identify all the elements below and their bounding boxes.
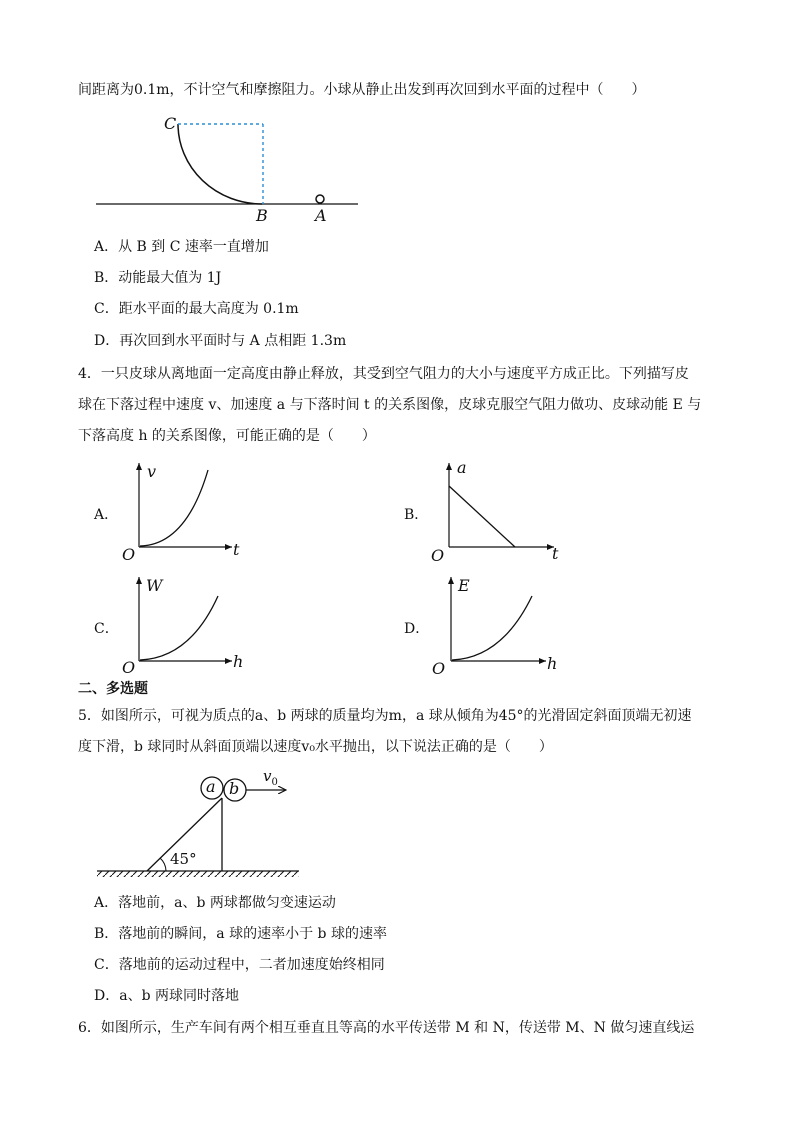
graph-a-x-label: t (233, 540, 240, 559)
graph-d-x-label: h (547, 654, 558, 673)
graph-b-origin-label: O (431, 546, 445, 565)
velocity-label (263, 766, 278, 793)
q3-option-c: C．距水平面的最大高度为 0.1m (94, 301, 299, 317)
graph-c-origin-label: O (122, 658, 136, 677)
velocity-subscript: 0 (271, 777, 278, 788)
q3-option-a: A．从 B 到 C 速率一直增加 (94, 239, 269, 255)
point-b-label: B (256, 206, 268, 225)
q5-option-c: C．落地前的运动过程中，二者加速度始终相同 (94, 957, 385, 973)
q4-line-2: 球在下落过程中速度 v、加速度 a 与下落时间 t 的关系图像，皮球克服空气阻力做功、皮球动能 E 与 (78, 397, 702, 413)
point-a-label: A (315, 206, 327, 225)
q5-option-b: B．落地前的瞬间，a 球的速率小于 b 球的速率 (94, 926, 387, 942)
velocity-symbol: v (263, 767, 272, 785)
q5-option-d: D．a、b 两球同时落地 (94, 988, 239, 1004)
angle-arc (160, 858, 166, 871)
point-c-label: C (164, 114, 177, 133)
ball-a-label: a (206, 777, 216, 796)
graph-b-option-label: B． (404, 507, 429, 523)
q4-line-1: 4．一只皮球从离地面一定高度由静止释放，其受到空气阻力的大小与速度平方成正比。下列描写皮 (78, 366, 689, 382)
q5-line-2: 度下滑，b 球同时从斜面顶端以速度v₀水平抛出，以下说法正确的是（ ） (78, 739, 553, 755)
graph-a-option-label: A． (94, 507, 119, 523)
q3-continuation-text: 间距离为0.1m，不计空气和摩擦阻力。小球从静止出发到再次回到水平面的过程中（ ） (78, 82, 646, 98)
graph-d-y-label: E (458, 576, 470, 595)
graph-b-x-label: t (552, 544, 559, 563)
angle-label: 45° (170, 850, 197, 868)
q5-option-a: A．落地前，a、b 两球都做匀变速运动 (94, 895, 336, 911)
q3-option-d: D．再次回到水平面时与 A 点相距 1.3m (94, 333, 347, 349)
section-title: 二、多选题 (78, 681, 148, 697)
q3-option-b: B．动能最大值为 1J (94, 270, 222, 286)
ground-hatch (97, 871, 299, 877)
q6-line-1: 6．如图所示，生产车间有两个相互垂直且等高的水平传送带 M 和 N，传送带 M、N 做匀速直线运 (78, 1020, 695, 1036)
graph-d-origin-label: O (432, 659, 446, 678)
ball-b-label: b (229, 779, 240, 798)
graph-c-option-label: C． (94, 621, 119, 637)
graph-a-y-label: v (147, 462, 157, 481)
graph-d-option-label: D． (404, 621, 430, 637)
q5-line-1: 5．如图所示，可视为质点的a、b 两球的质量均为m，a 球从倾角为45°的光滑固定斜面顶端无初速 (78, 708, 692, 724)
graph-a-origin-label: O (122, 545, 136, 564)
q4-line-3: 下落高度 h 的关系图像，可能正确的是（ ） (78, 428, 376, 444)
graph-b-y-label: a (457, 458, 467, 477)
graph-c-x-label: h (233, 652, 244, 671)
graph-c-y-label: W (146, 576, 163, 595)
